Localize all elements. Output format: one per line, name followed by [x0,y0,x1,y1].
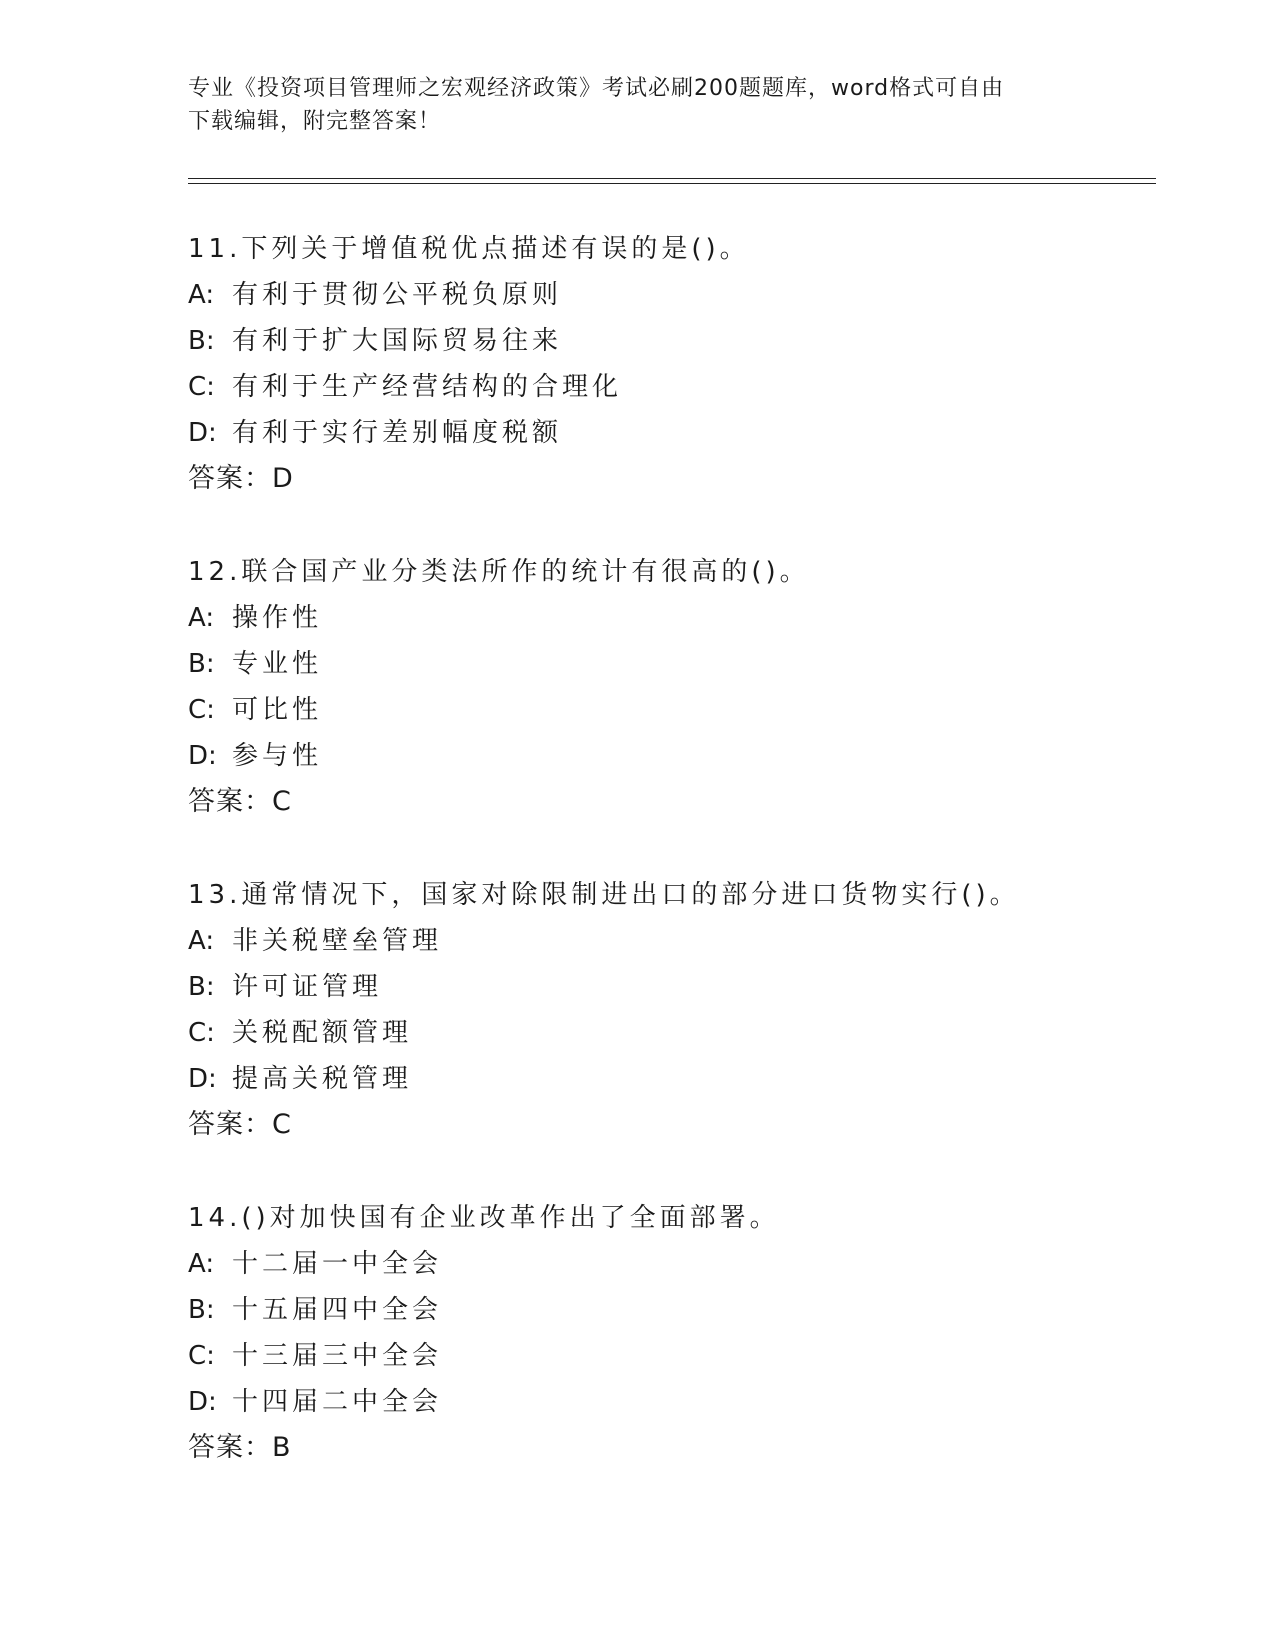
option-label: C: [188,695,215,725]
answer-line [188,456,1148,502]
option-d [188,733,1148,779]
option-label: B: [188,326,215,356]
question-stem: 14.()对加快国有企业改革作出了全面部署。 [188,1203,780,1233]
option-b [188,641,1148,687]
question-stem: 12.联合国产业分类法所作的统计有很高的()。 [188,557,810,587]
question-13 [188,872,1148,1148]
answer-value: B [272,1432,291,1463]
option-d [188,1379,1148,1425]
option-b [188,1287,1148,1333]
answer-label: 答案： [188,1432,272,1463]
document-header [188,72,1088,138]
option-a [188,595,1148,641]
option-b [188,964,1148,1010]
header-divider-top [188,178,1156,179]
answer-line [188,1102,1148,1148]
answer-label: 答案： [188,786,272,817]
option-text: 许可证管理 [232,972,383,1002]
answer-line [188,1425,1148,1471]
option-label: D: [188,418,217,448]
option-d [188,1056,1148,1102]
answer-label: 答案： [188,1109,272,1140]
option-d [188,410,1148,456]
option-text: 操作性 [232,603,323,633]
header-line-1: 专业《投资项目管理师之宏观经济政策》考试必刷200题题库，word格式可自由 [188,76,1005,101]
option-label: C: [188,1341,215,1371]
option-text: 十三届三中全会 [232,1341,443,1371]
option-b [188,318,1148,364]
option-label: B: [188,972,215,1002]
header-divider-bottom [188,183,1156,184]
option-label: C: [188,372,215,402]
option-a [188,272,1148,318]
option-text: 有利于生产经营结构的合理化 [232,372,623,402]
option-label: A: [188,1249,215,1279]
option-text: 专业性 [232,649,323,679]
question-11 [188,226,1148,502]
option-a [188,1241,1148,1287]
option-text: 有利于实行差别幅度税额 [232,418,563,448]
option-text: 关税配额管理 [232,1018,413,1048]
option-text: 十四届二中全会 [232,1387,443,1417]
answer-value: C [272,786,291,817]
option-text: 参与性 [232,741,323,771]
option-label: A: [188,603,215,633]
option-label: A: [188,926,215,956]
option-text: 有利于扩大国际贸易往来 [232,326,563,356]
question-stem: 13.通常情况下，国家对除限制进出口的部分进口货物实行()。 [188,880,1020,910]
option-a [188,918,1148,964]
option-text: 提高关税管理 [232,1064,413,1094]
option-c [188,687,1148,733]
option-text: 可比性 [232,695,323,725]
answer-label: 答案： [188,463,272,494]
header-line-2: 下载编辑，附完整答案！ [188,109,442,134]
option-label: C: [188,1018,215,1048]
option-label: D: [188,1064,217,1094]
question-12 [188,549,1148,825]
option-label: B: [188,1295,215,1325]
option-label: D: [188,741,217,771]
option-label: B: [188,649,215,679]
option-text: 有利于贯彻公平税负原则 [232,280,563,310]
option-label: A: [188,280,215,310]
answer-value: D [272,463,293,494]
option-c [188,364,1148,410]
option-text: 非关税壁垒管理 [232,926,443,956]
option-text: 十五届四中全会 [232,1295,443,1325]
answer-value: C [272,1109,291,1140]
option-c [188,1010,1148,1056]
option-c [188,1333,1148,1379]
option-text: 十二届一中全会 [232,1249,443,1279]
option-label: D: [188,1387,217,1417]
question-14 [188,1195,1148,1471]
question-stem: 11.下列关于增值税优点描述有误的是()。 [188,234,750,264]
answer-line [188,779,1148,825]
